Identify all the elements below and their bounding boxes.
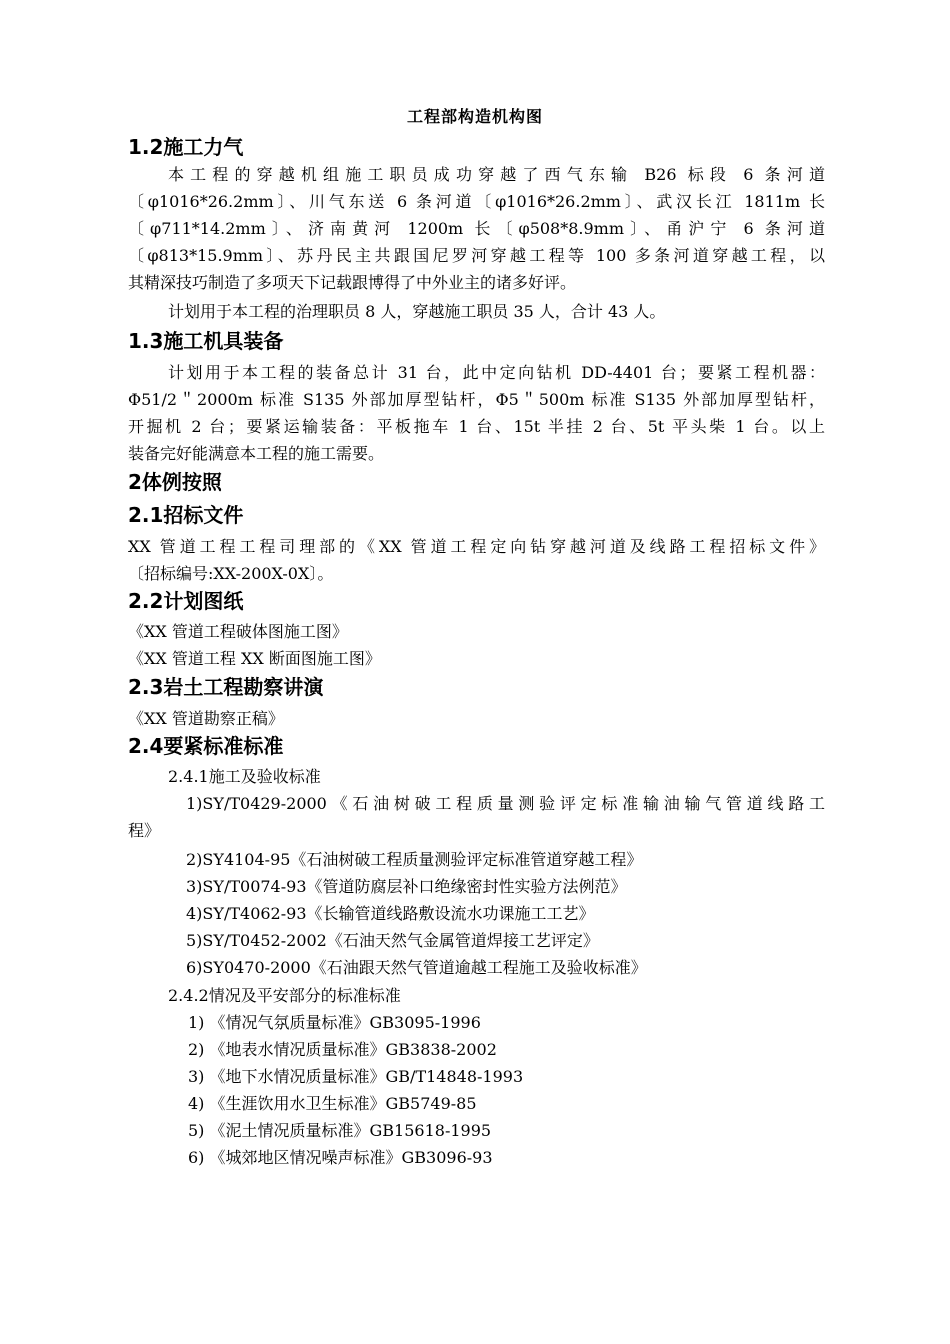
section-heading-1-3: 1.3施工机具装备 bbox=[128, 329, 284, 353]
subsection-heading: 2.4.1施工及验收标准 bbox=[168, 767, 321, 786]
list-item: 4)SY/T4062-93《长输管道线路敷设流水功课施工工艺》 bbox=[186, 904, 595, 923]
section-heading-2-4: 2.4要紧标准标准 bbox=[128, 734, 284, 758]
paragraph-line: 本工程的穿越机组施工职员成功穿越了西气东输 B26 标段 6 条河道 bbox=[168, 165, 825, 184]
subsection-heading: 2.4.2情况及平安部分的标准标准 bbox=[168, 986, 401, 1005]
list-item: 1) 《情况气氛质量标准》GB3095-1996 bbox=[188, 1013, 481, 1032]
paragraph-line: Φ51/2＂2000m 标准 S135 外部加厚型钻杆，Φ5＂500m 标准 S135 外部加厚型钻杆， bbox=[128, 390, 825, 409]
paragraph-line: 〔招标编号:XX-200X-0X〕。 bbox=[128, 564, 334, 583]
page-title: 工程部构造机构图 bbox=[406, 107, 543, 126]
paragraph-line: XX 管道工程工程司理部的《XX 管道工程定向钻穿越河道及线路工程招标文件》 bbox=[128, 537, 825, 556]
section-heading-2: 2体例按照 bbox=[128, 470, 222, 494]
paragraph-line: 〔φ813*15.9mm〕、苏丹民主共跟国尼罗河穿越工程等 100 多条河道穿越工程，以 bbox=[128, 246, 825, 265]
list-item: 6)SY0470-2000《石油跟天然气管道逾越工程施工及验收标准》 bbox=[186, 958, 647, 977]
paragraph-line: 开掘机 2 台；要紧运输装备：平板拖车 1 台、15t 半挂 2 台、5t 平头柴 1 台。以上 bbox=[128, 417, 825, 436]
list-item: 5)SY/T0452-2002《石油天然气金属管道焊接工艺评定》 bbox=[186, 931, 599, 950]
paragraph-line: 装备完好能满意本工程的施工需要。 bbox=[128, 444, 385, 463]
paragraph-line: 〔φ711*14.2mm〕、济南黄河 1200m 长〔φ508*8.9mm〕、甬沪宁 6 条河道 bbox=[128, 219, 825, 238]
section-heading-2-3: 2.3岩土工程勘察讲演 bbox=[128, 675, 324, 699]
paragraph-line: 计划用于本工程的治理职员 8 人，穿越施工职员 35 人，合计 43 人。 bbox=[168, 302, 666, 321]
list-item: 2)SY4104-95《石油树破工程质量测验评定标准管道穿越工程》 bbox=[186, 850, 643, 869]
list-item: 4) 《生涯饮用水卫生标准》GB5749-85 bbox=[188, 1094, 477, 1113]
list-item: 5) 《泥土情况质量标准》GB15618-1995 bbox=[188, 1121, 492, 1140]
section-heading-1-2: 1.2施工力气 bbox=[128, 135, 244, 159]
list-item: 《XX 管道勘察正稿》 bbox=[128, 709, 284, 728]
list-item: 《XX 管道工程破体图施工图》 bbox=[128, 622, 348, 641]
section-heading-2-2: 2.2计划图纸 bbox=[128, 589, 244, 613]
list-item: 1)SY/T0429-2000《石油树破工程质量测验评定标准输油输气管道线路工 bbox=[186, 794, 825, 813]
paragraph-line: 〔φ1016*26.2mm〕、川气东送 6 条河道〔φ1016*26.2mm〕、武汉长江 1811m 长 bbox=[128, 192, 825, 211]
list-item: 《XX 管道工程 XX 断面图施工图》 bbox=[128, 649, 381, 668]
list-item: 2) 《地表水情况质量标准》GB3838-2002 bbox=[188, 1040, 497, 1059]
list-item: 3)SY/T0074-93《管道防腐层补口绝缘密封性实验方法例范》 bbox=[186, 877, 627, 896]
paragraph-line: 计划用于本工程的装备总计 31 台，此中定向钻机 DD-4401 台；要紧工程机器： bbox=[168, 363, 825, 382]
list-item: 6) 《城郊地区情况噪声标准》GB3096-93 bbox=[188, 1148, 493, 1167]
list-item: 3) 《地下水情况质量标准》GB/T14848-1993 bbox=[188, 1067, 524, 1086]
paragraph-line: 其精深技巧制造了多项天下记载跟博得了中外业主的诸多好评。 bbox=[128, 273, 577, 292]
section-heading-2-1: 2.1招标文件 bbox=[128, 503, 244, 527]
list-item: 程》 bbox=[128, 821, 161, 840]
